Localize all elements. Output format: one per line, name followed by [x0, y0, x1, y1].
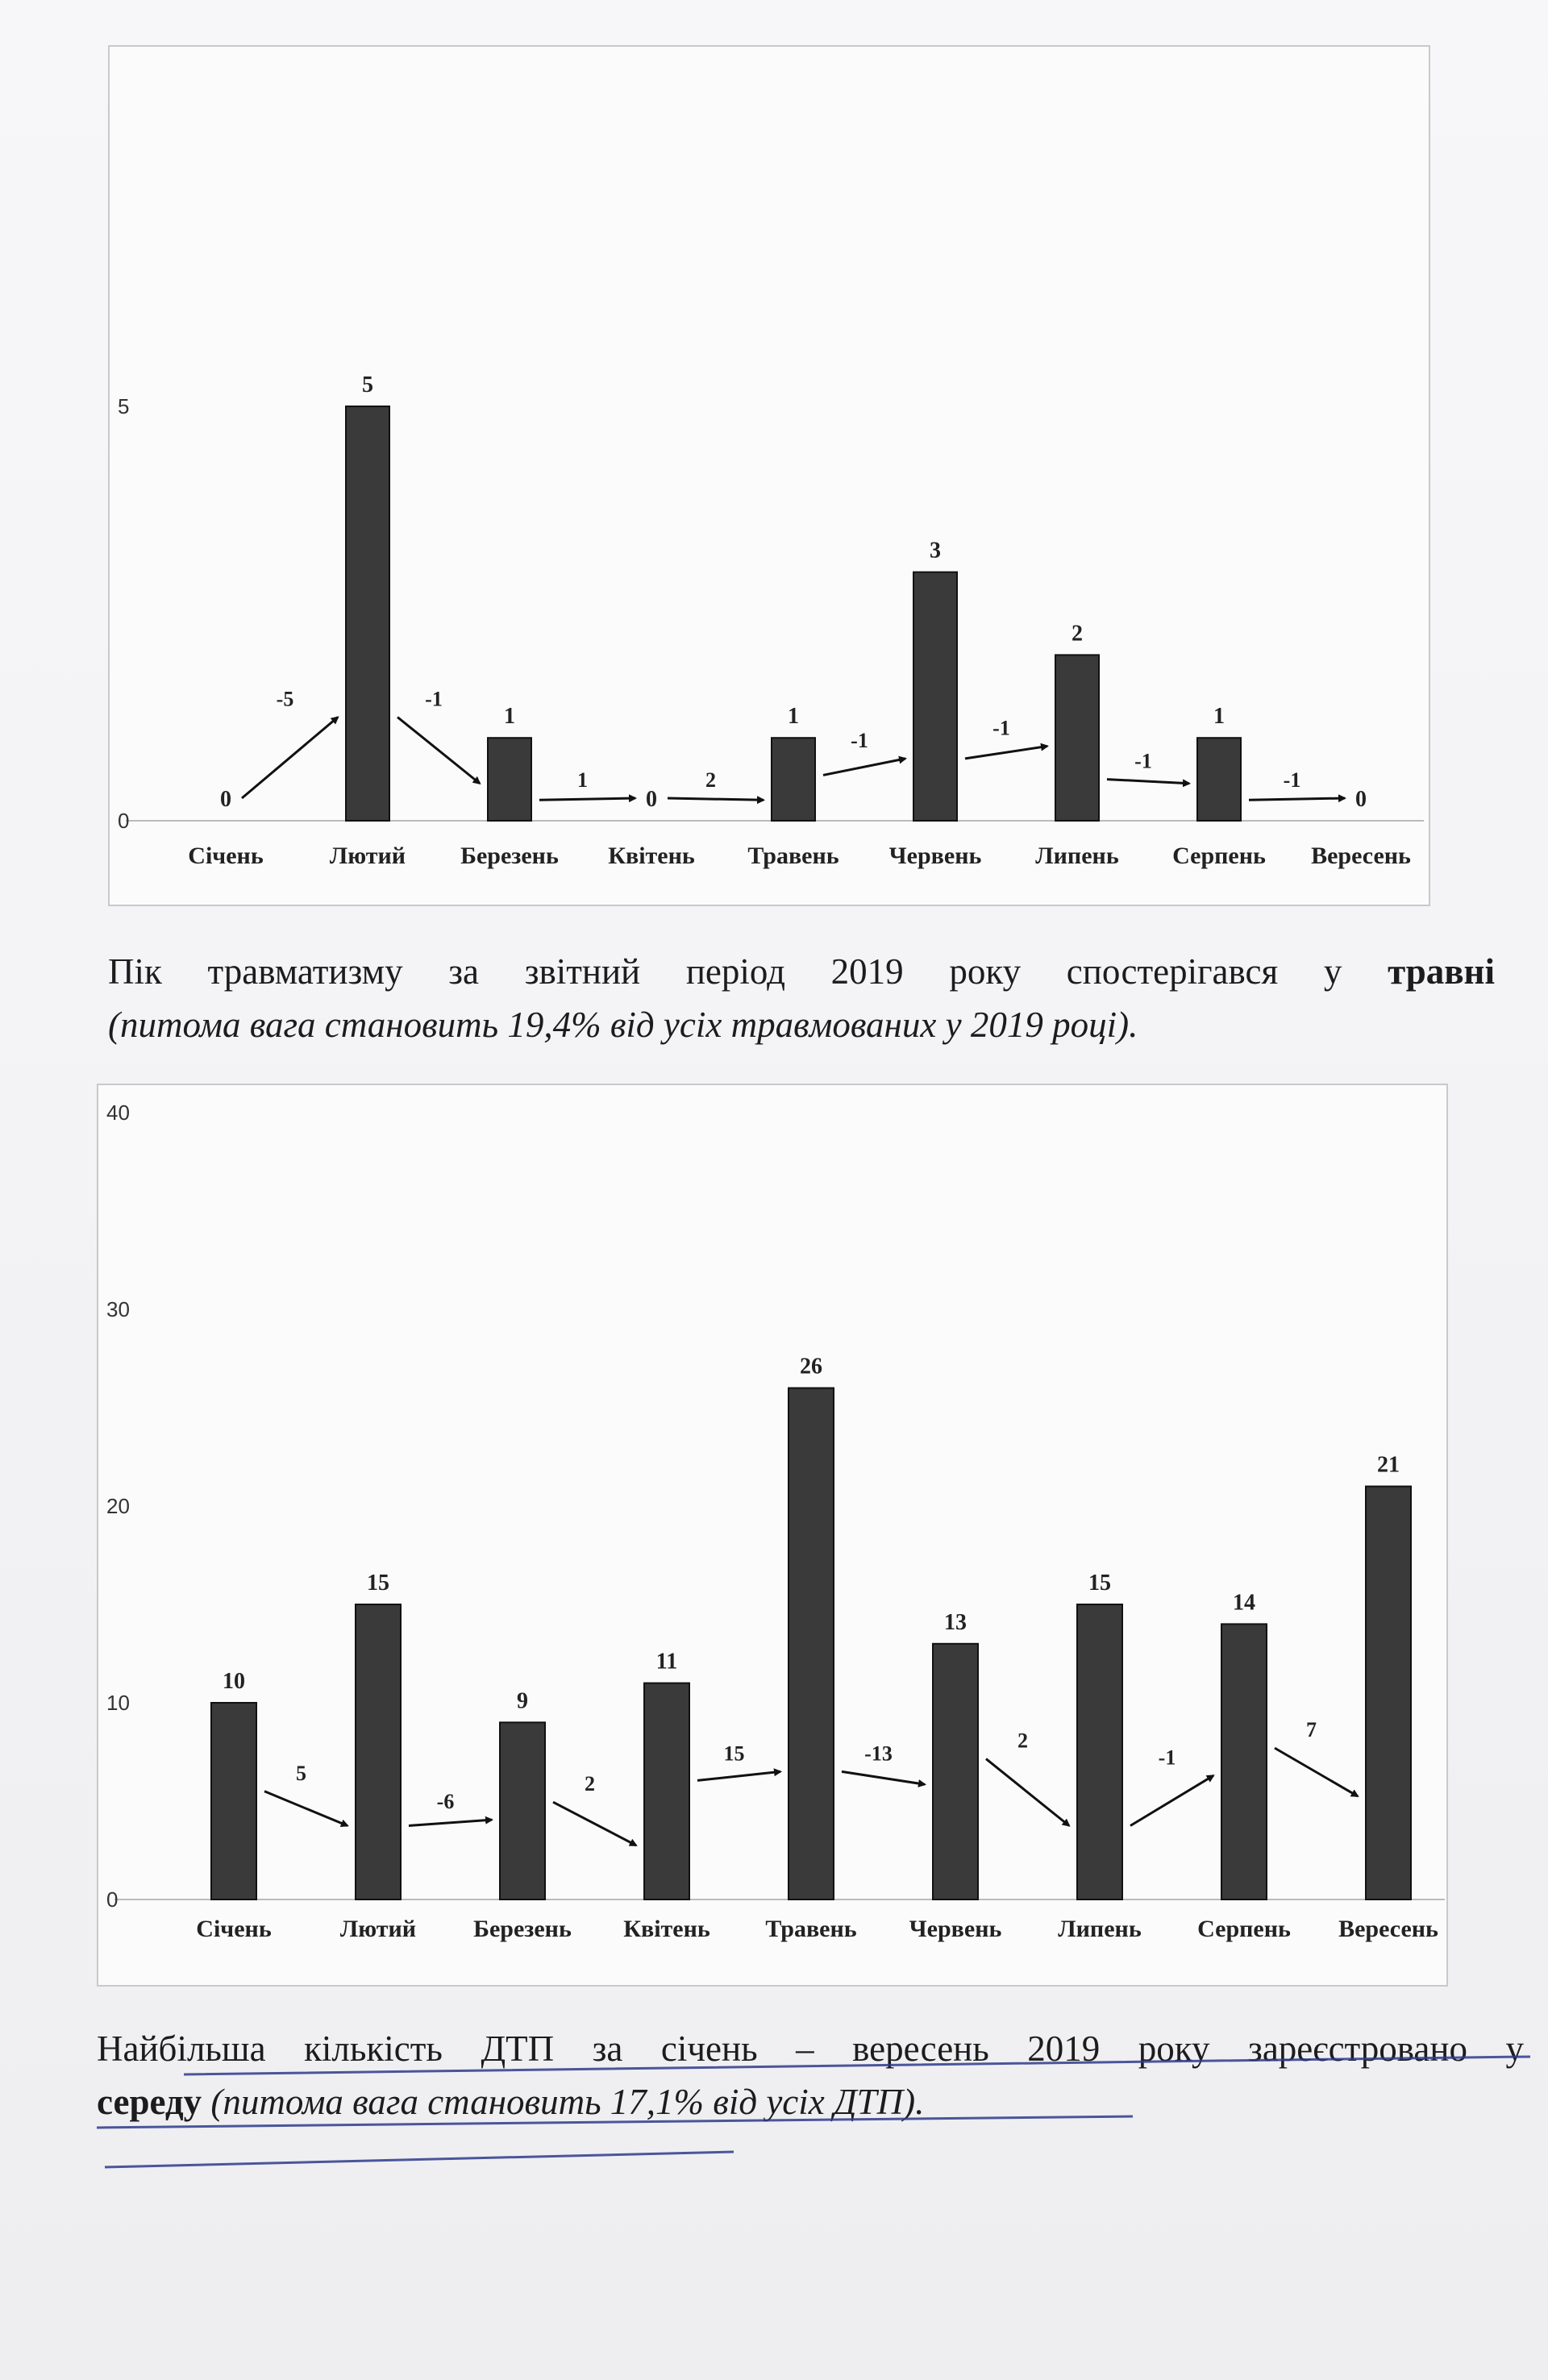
paragraph-injury-peak — [108, 945, 1495, 998]
change-arrow — [965, 746, 1047, 758]
change-arrow — [397, 718, 480, 784]
change-arrow — [242, 718, 338, 799]
bar-value-label: 9 — [517, 1688, 528, 1714]
bar-value-label: 14 — [1233, 1590, 1255, 1616]
change-arrow — [409, 1820, 492, 1825]
x-category-label: Квітень — [608, 843, 695, 869]
bar-value-label: 15 — [367, 1571, 389, 1596]
change-label: -1 — [1134, 749, 1152, 773]
change-label: -1 — [425, 687, 443, 711]
change-arrow — [842, 1771, 925, 1784]
x-category-label: Вересень — [1311, 843, 1411, 869]
bar — [933, 1644, 978, 1899]
change-arrow — [668, 798, 764, 800]
change-label: -1 — [992, 716, 1010, 740]
bar-value-label: 0 — [220, 787, 231, 812]
change-arrow — [697, 1771, 780, 1780]
bar-value-label: 2 — [1072, 621, 1083, 647]
x-category-label: Липень — [1035, 843, 1119, 869]
bar — [913, 572, 957, 821]
x-category-label: Червень — [909, 1916, 1002, 1942]
paragraph2-lead: Найбільша кількість ДТП за січень – вересень 2019 року зареєстровано у — [97, 2028, 1524, 2069]
bar — [772, 738, 815, 821]
x-category-label: Лютий — [329, 843, 406, 869]
change-arrow — [1275, 1748, 1358, 1796]
change-label: -1 — [1158, 1745, 1176, 1770]
injury-by-month-chart — [108, 45, 1430, 906]
bar — [356, 1604, 401, 1899]
bar-value-label: 1 — [1213, 704, 1225, 730]
x-category-label: Лютий — [339, 1916, 417, 1942]
bar-value-label: 10 — [223, 1669, 245, 1694]
change-arrow — [553, 1802, 636, 1845]
y-tick-label: 20 — [106, 1494, 130, 1518]
bar — [1366, 1487, 1411, 1899]
paragraph1-lead: Пік травматизму за звітний період 2019 року спостерігався у — [108, 951, 1388, 992]
x-category-label: Травень — [747, 843, 839, 869]
change-arrow — [264, 1791, 347, 1826]
y-tick-label: 30 — [106, 1297, 130, 1321]
bar — [211, 1703, 256, 1899]
bar — [1077, 1604, 1122, 1899]
change-arrow — [1249, 798, 1345, 800]
change-label: -5 — [276, 687, 294, 711]
x-category-label: Червень — [888, 843, 982, 869]
x-category-label: Травень — [765, 1916, 857, 1942]
paragraph-accidents-share — [97, 2075, 1484, 2128]
bar — [488, 738, 531, 821]
x-category-label: Березень — [473, 1916, 572, 1942]
x-category-label: Серпень — [1197, 1916, 1291, 1942]
bar-value-label: 0 — [646, 787, 657, 812]
paragraph-accidents-peak — [97, 2022, 1524, 2075]
change-arrow — [1130, 1775, 1213, 1825]
change-label: 2 — [1017, 1729, 1028, 1753]
bar-value-label: 1 — [788, 704, 799, 730]
bar — [789, 1388, 834, 1899]
bar-value-label: 5 — [362, 372, 373, 397]
paragraph2-bold: середу — [97, 2082, 202, 2122]
y-tick-label: 0 — [106, 1887, 119, 1912]
bar-value-label: 3 — [930, 538, 941, 564]
x-category-label: Січень — [196, 1916, 272, 1942]
bar — [1055, 655, 1099, 821]
change-label: -1 — [851, 728, 868, 752]
x-category-label: Серпень — [1172, 843, 1266, 869]
y-tick-label: 40 — [106, 1101, 130, 1125]
bar — [1221, 1624, 1267, 1899]
x-category-label: Березень — [460, 843, 559, 869]
change-arrow — [986, 1759, 1069, 1826]
bar-value-label: 26 — [800, 1354, 822, 1379]
bar — [346, 406, 389, 821]
paragraph1-bold: травні — [1388, 951, 1495, 992]
x-category-label: Січень — [188, 843, 264, 869]
change-label: 2 — [585, 1772, 595, 1796]
change-label: -13 — [864, 1741, 893, 1766]
change-label: 7 — [1306, 1718, 1317, 1742]
change-label: 15 — [723, 1741, 745, 1766]
x-category-label: Вересень — [1338, 1916, 1438, 1942]
bar-value-label: 11 — [655, 1649, 678, 1675]
paragraph-injury-share — [108, 998, 1495, 1051]
y-tick-label: 10 — [106, 1691, 130, 1715]
change-label: -1 — [1283, 768, 1301, 792]
bar — [1197, 738, 1241, 821]
change-label: 5 — [296, 1761, 306, 1785]
bar-value-label: 0 — [1355, 787, 1367, 812]
change-arrow — [539, 798, 635, 800]
pen-underline-3 — [105, 2152, 734, 2167]
change-label: -6 — [436, 1790, 455, 1814]
chart1-svg — [110, 47, 1429, 905]
x-category-label: Квітень — [623, 1916, 710, 1942]
accidents-by-month-chart — [97, 1084, 1448, 1987]
x-category-label: Липень — [1058, 1916, 1142, 1942]
y-tick-label: 5 — [118, 394, 130, 418]
bar-value-label: 15 — [1088, 1571, 1111, 1596]
change-label: 2 — [705, 768, 716, 792]
change-arrow — [1107, 780, 1189, 784]
change-label: 1 — [577, 768, 588, 792]
paragraph1-italic: (питома вага становить 19,4% від усіх травмованих у 2019 році). — [108, 1005, 1138, 1045]
change-arrow — [823, 759, 905, 776]
bar-value-label: 1 — [504, 704, 515, 730]
bar — [644, 1683, 689, 1899]
bar-value-label: 21 — [1377, 1452, 1400, 1478]
y-tick-label: 0 — [118, 809, 130, 833]
bar — [500, 1722, 545, 1899]
paragraph2-italic: (питома вага становить 17,1% від усіх ДТП). — [210, 2082, 925, 2122]
bar-value-label: 13 — [944, 1609, 967, 1635]
chart2-svg — [98, 1085, 1446, 1985]
